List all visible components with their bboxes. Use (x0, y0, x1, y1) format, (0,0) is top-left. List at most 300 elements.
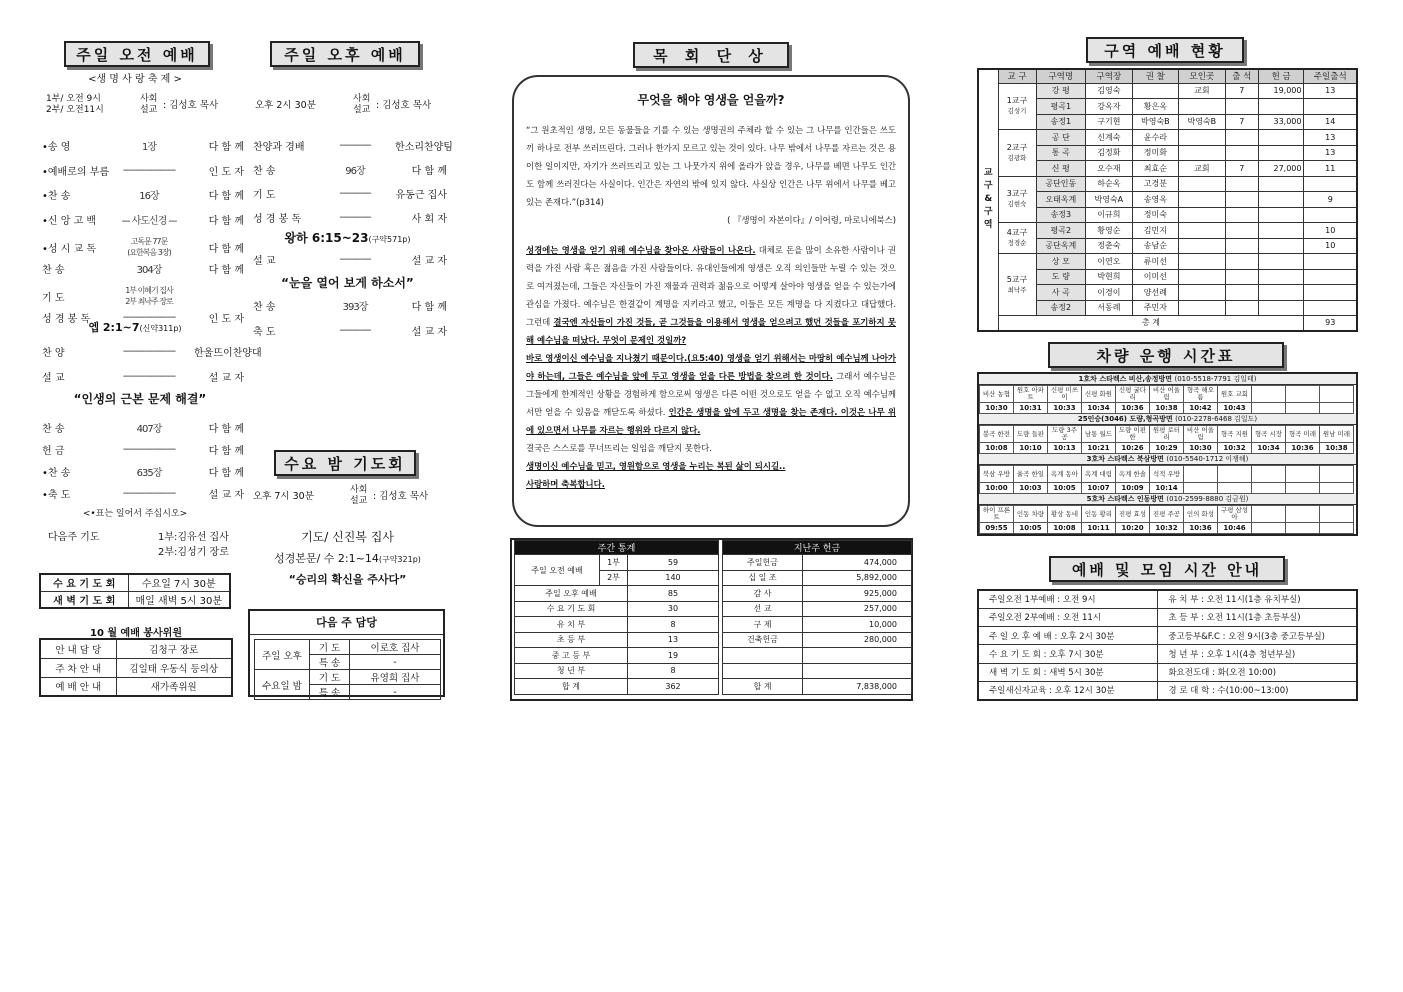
wednesday-lead-name: : 김성호 목사 (373, 491, 429, 502)
district-cell: 류미선 (1132, 254, 1179, 270)
bus-stop: 비산 어울림 (1184, 426, 1218, 443)
offering-label: 십 일 조 (723, 570, 803, 586)
bus-time: 10:30 (1184, 443, 1218, 454)
stats-row (515, 663, 719, 679)
offering-value: 474,000 (803, 555, 912, 571)
bus-time: 10:46 (1218, 523, 1252, 534)
district-total-value: 93 (1304, 316, 1357, 331)
offering-title: 지난주 헌금 (723, 541, 912, 555)
bus-time: 10:05 (1048, 483, 1082, 494)
offering-value: 925,000 (803, 586, 912, 602)
district-cell (1225, 176, 1258, 192)
district-column-header: 모인곳 (1179, 69, 1226, 83)
order-item-detail: -------------------- (122, 488, 176, 499)
pastor-column-header: 목 회 단 상 (633, 42, 789, 68)
wednesday-lead-label-2: 설교 (350, 496, 368, 506)
bus-time (1320, 483, 1354, 494)
bus-route-title: 3호차 스타렉스 북삼방면 (010-5540-1712 이쟁해) (979, 454, 1356, 465)
district-cell: 강옥자 (1086, 99, 1132, 115)
pastor-paragraph-2: 바로 영생이신 예수님을 지나쳤기 때문이다.(요5:40) 영생을 얻기 위해서는 마땅히 예수님께 나아가야 하는데, 그들은 예수님을 앞에 두고 영생을 얻을 다른 방법을 찾으려 한 것이다. 그래서 예수님은 그들에게 한계적인 상황을 경험하게 함으로써 영생은 다른 어떤 것으로도 얻을 수 없고 오직 예수님께서만 얻을 수 있음을 깨닫도록 하셨다. 인간은 생명을 앞에 두고 생명을 찾는 존재다. 이것은 나무 위에 있으면서 나무를 자르는 행위와 다르지 않다. (526, 353, 896, 435)
bus-time (1286, 523, 1320, 534)
district-column-header: 주일출석 (1304, 69, 1357, 83)
standing-note: <•표는 일어서 주십시오> (82, 509, 188, 519)
bus-stop: 신평 굴다리 (1116, 386, 1150, 403)
district-cell: 7 (1225, 114, 1258, 130)
order-item-lead: 설 교 자 (411, 256, 447, 267)
bus-time: 10:34 (1252, 443, 1286, 454)
volunteer-name: 새가족위원 (116, 677, 232, 696)
wednesday-time: 오후 7시 30분 (253, 491, 314, 502)
volunteer-name: 김청구 장로 (116, 639, 232, 658)
order-item-name: 기 도 (42, 292, 65, 304)
offering-row (723, 601, 912, 617)
stats-row (515, 586, 719, 602)
schedule-cell: 수 요 기 도 회 : 오후 7시 30분 (978, 645, 1158, 663)
bus-time: 10:32 (1150, 523, 1184, 534)
district-cell: 서동례 (1086, 300, 1132, 316)
district-cell (1225, 238, 1258, 254)
order-item-lead: 인 도 자 (208, 313, 244, 325)
order-item-lead: 다 함 께 (411, 166, 447, 177)
district-cell: 주민자 (1132, 300, 1179, 316)
district-cell: 박영숙B (1179, 114, 1226, 130)
stats-value: 30 (628, 601, 719, 617)
afternoon-lead-label-1: 사회 (353, 94, 371, 104)
district-cell: 박영숙A (1086, 192, 1132, 208)
order-item-lead: 다 함 께 (208, 446, 244, 457)
district-row (978, 176, 1357, 192)
order-item-name: 축 도 (253, 327, 276, 338)
offering-row (723, 570, 912, 586)
stats-label: 수 요 기 도 회 (515, 601, 628, 617)
bus-time: 10:32 (1218, 443, 1252, 454)
order-item-name: 설 교 (253, 256, 276, 267)
district-cell: 강 평 (1036, 83, 1086, 99)
order-item-lead: 설 교 자 (208, 490, 244, 501)
schedule-row (978, 645, 1357, 663)
district-cell (1258, 285, 1304, 301)
bus-time: 10:03 (1014, 483, 1048, 494)
bus-stop: 옥계 동아 (1048, 466, 1082, 483)
district-cell (1179, 192, 1226, 208)
stats-label: 주일 오전 예배 (515, 555, 600, 586)
order-item (253, 138, 453, 153)
schedule-row (978, 590, 1357, 608)
bus-stop (1286, 386, 1320, 403)
duty-service: 수요일 밤 (255, 670, 310, 700)
offering-value: 257,000 (803, 601, 912, 617)
order-item (42, 236, 244, 258)
prayer-meeting-times (39, 573, 231, 609)
bus-stop (1286, 466, 1320, 483)
order-item (42, 420, 244, 435)
district-cell (1225, 254, 1258, 270)
offering-row (723, 586, 912, 602)
afternoon-scripture: 왕하 6:15~23(구약571p) (284, 231, 411, 245)
stats-value: 19 (628, 648, 719, 664)
morning-time-1: 1부/ 오전 9시 (46, 94, 101, 104)
district-cell (1258, 238, 1304, 254)
stats-label: 중 고 등 부 (515, 648, 628, 664)
bus-stop: 남통 월드 (1082, 426, 1116, 443)
district-cell: 이미선 (1132, 269, 1179, 285)
order-item-detail: -------------------- (122, 346, 176, 357)
stats-label: 초 등 부 (515, 632, 628, 648)
next-prayer-1: 1부:김유선 집사 (158, 532, 229, 543)
bus-time: 10:09 (1116, 483, 1150, 494)
order-item-name: 설 교 (42, 372, 65, 384)
district-group: 1교구 김성기 (998, 83, 1036, 130)
district-cell: 박현희 (1086, 269, 1132, 285)
bus-time: 10:38 (1150, 403, 1184, 414)
order-item (42, 285, 244, 307)
order-item-detail: ------------ (339, 325, 371, 336)
district-cell (1258, 207, 1304, 223)
festival-theme: <생 명 사 랑 축 제 > (88, 74, 182, 85)
pastor-subtitle: 무엇을 해야 영생을 얻을까? (637, 93, 785, 107)
bus-time: 10:36 (1286, 443, 1320, 454)
afternoon-lead-label-2: 설교 (353, 105, 371, 115)
order-item-name: 찬 송 (253, 166, 276, 177)
district-cell (1132, 83, 1179, 99)
schedule-cell: 경 로 대 학 : 수(10:00~13:00) (1158, 681, 1357, 699)
district-row (978, 223, 1357, 239)
offering-row (723, 632, 912, 648)
order-item-lead: 다 함 께 (208, 468, 244, 479)
pastor-quote-source: ( 『생명이 자본이다』/ 이어령, 마로니에북스) (727, 215, 896, 225)
volunteer-role: 예 배 안 내 (40, 677, 116, 696)
district-cell: 송정3 (1036, 207, 1086, 223)
bus-time (1252, 403, 1286, 414)
order-item-name: 성 경 봉 독 (253, 214, 302, 225)
bus-time: 10:31 (1014, 403, 1048, 414)
volunteers-table (39, 638, 233, 697)
district-cell: 7 (1225, 83, 1258, 99)
bus-route-title: 25인승(3046) 도량,형곡방면 (010-2278-6468 김일도) (979, 414, 1356, 425)
district-column-header: 헌 금 (1258, 69, 1304, 83)
district-cell: 이경이 (1086, 285, 1132, 301)
order-item-name: 찬양과 경배 (253, 142, 305, 153)
wednesday-sermon-title: “승리의 확신을 주사다” (288, 573, 407, 586)
bus-time (1320, 523, 1354, 534)
order-item (253, 252, 447, 267)
order-item-lead: 한울뜨이찬양대 (194, 348, 262, 359)
next-prayer-label: 다음주 기도 (48, 532, 100, 543)
next-prayer-2: 2부:김성기 장로 (158, 547, 229, 558)
stats-value: 8 (628, 663, 719, 679)
bus-stop: 황상 동네 (1048, 506, 1082, 523)
district-cell: 송남순 (1132, 238, 1179, 254)
district-cell (1258, 145, 1304, 161)
district-group: 3교구 김현숙 (998, 176, 1036, 223)
district-cell: 27,000 (1258, 161, 1304, 177)
district-cell (1258, 99, 1304, 115)
district-cell (1225, 269, 1258, 285)
bus-time: 10:26 (1116, 443, 1150, 454)
district-cell: 윤수라 (1132, 130, 1179, 146)
district-cell: 정미화 (1132, 145, 1179, 161)
order-item-detail: 96장 (345, 166, 365, 177)
bus-time (1252, 483, 1286, 494)
district-cell: 이연오 (1086, 254, 1132, 270)
bus-time: 10:00 (980, 483, 1014, 494)
bus-stop: 원남 미래 (1320, 426, 1354, 443)
duty-service: 주일 오후 (255, 640, 310, 670)
bus-stop: 북삼 우방 (980, 466, 1014, 483)
order-item-name: •찬 송 (42, 191, 71, 202)
weekly-stats-table (514, 540, 719, 695)
schedule-row (978, 627, 1357, 645)
order-item-lead: 인 도 자 (208, 166, 244, 178)
district-cell (1225, 207, 1258, 223)
stats-row (515, 555, 719, 571)
order-item-detail: -------------------- (122, 370, 176, 382)
bus-stop: 석적 우방 (1150, 466, 1184, 483)
district-row (978, 254, 1357, 270)
order-item-name: •송 영 (42, 142, 71, 153)
wednesday-scripture: 성경본문/ 수 2:1~14(구약321p) (274, 552, 421, 565)
bus-time: 10:29 (1150, 443, 1184, 454)
bus-stop: 도량 들판 (1014, 426, 1048, 443)
district-cell: 박영숙B (1132, 114, 1179, 130)
bus-stop: 진평 효성 (1116, 506, 1150, 523)
stats-value: 140 (628, 570, 719, 586)
order-item (42, 369, 244, 384)
district-cell: 7 (1225, 161, 1258, 177)
district-cell: 김정화 (1086, 145, 1132, 161)
order-item (42, 138, 244, 153)
district-cell: 10 (1304, 238, 1357, 254)
district-cell: 33,000 (1258, 114, 1304, 130)
prayer-time-value: 수요일 7시 30분 (128, 574, 230, 591)
district-cell: 하순옥 (1086, 176, 1132, 192)
bus-time: 10:30 (980, 403, 1014, 414)
district-side-label: 교구 & 구역 (978, 69, 998, 331)
order-item-lead: 유동근 집사 (395, 190, 447, 201)
district-cell (1179, 269, 1226, 285)
district-header: 구역 예배 현황 (1086, 37, 1244, 63)
district-cell: 13 (1304, 145, 1357, 161)
bus-stop: 원호 아파트 (1014, 386, 1048, 403)
district-cell (1258, 269, 1304, 285)
offering-row (723, 555, 912, 571)
order-item (253, 186, 447, 201)
order-item-detail: ------------ (339, 188, 371, 199)
morning-lead-label-2: 설교 (140, 105, 158, 115)
pastor-paragraph-5: 사랑하며 축복합니다. (526, 479, 605, 489)
duty-role: 기 도 (310, 640, 350, 655)
prayer-time-value: 매일 새벽 5시 30분 (128, 591, 230, 608)
order-item (253, 162, 447, 177)
bus-stop: 원평 로터리 (1150, 426, 1184, 443)
bus-stop: 진평 주공 (1150, 506, 1184, 523)
bus-stop: 형곡 미래 (1286, 426, 1320, 443)
district-row (978, 83, 1357, 99)
order-item-name: 찬 송 (253, 302, 276, 313)
district-group: 2교구 김광화 (998, 130, 1036, 177)
next-duty-table (254, 639, 441, 700)
next-duty-box (248, 609, 445, 697)
order-item-detail: 1부 이혜기 집사 2부 최낙주 장로 (125, 286, 173, 306)
order-item-lead: 사 회 자 (411, 214, 447, 225)
offering-value: 5,892,000 (803, 570, 912, 586)
district-column-header: 출 석 (1225, 69, 1258, 83)
order-item-lead: 한소리찬양팀 (395, 142, 453, 153)
bus-stop: 형곡 해오름 (1184, 386, 1218, 403)
order-item-detail: 304장 (136, 264, 162, 276)
order-item-detail: 16장 (139, 191, 159, 202)
bus-time (1320, 403, 1354, 414)
district-cell (1258, 254, 1304, 270)
order-item (42, 344, 262, 359)
bus-stop (1218, 466, 1252, 483)
bus-stop: 비산 어울림 (1150, 386, 1184, 403)
district-cell (1304, 269, 1357, 285)
district-cell (1179, 176, 1226, 192)
schedule-cell: 중고등부&F.C : 오전 9시(3층 중고등부실) (1158, 627, 1357, 645)
offering-value: 7,838,000 (803, 679, 912, 695)
bus-time (1184, 483, 1218, 494)
stats-row (515, 617, 719, 633)
duty-role: 특 송 (310, 685, 350, 700)
bus-time: 10:08 (980, 443, 1014, 454)
district-cell: 도 량 (1036, 269, 1086, 285)
district-cell (1304, 300, 1357, 316)
offering-value: 280,000 (803, 632, 912, 648)
stats-value: 59 (628, 555, 719, 571)
bus-stop (1252, 386, 1286, 403)
district-cell: 19,000 (1258, 83, 1304, 99)
wednesday-lead-label-1: 사회 (350, 485, 368, 495)
district-cell: 공 단 (1036, 130, 1086, 146)
schedule-cell: 주 일 오 후 예 배 : 오후 2시 30분 (978, 627, 1158, 645)
district-row (978, 130, 1357, 146)
district-cell: 최효순 (1132, 161, 1179, 177)
pastor-paragraph-3: 결국은 스스로를 무너뜨리는 일임을 깨닫지 못한다. (526, 443, 712, 453)
bus-stop: 옥계 대림 (1082, 466, 1116, 483)
order-item-name: •축 도 (42, 490, 71, 501)
district-cell (1304, 285, 1357, 301)
bus-route-title: 1호차 스타렉스 비산,송정방면 (010-5518-7791 김일태) (979, 374, 1356, 385)
bus-stop: 인의 화성 (1184, 506, 1218, 523)
district-cell: 정미숙 (1132, 207, 1179, 223)
bus-time: 10:07 (1082, 483, 1116, 494)
stats-row (515, 648, 719, 664)
order-item-detail: 1장 (141, 142, 157, 153)
bus-stop (1252, 506, 1286, 523)
order-item-detail: ------------ (339, 254, 371, 265)
stats-label: 합 계 (515, 679, 628, 695)
order-item (253, 323, 447, 338)
district-cell: 13 (1304, 83, 1357, 99)
bus-stop: 인동 차량 (1014, 506, 1048, 523)
bus-stop: 봉곡 한전 (980, 426, 1014, 443)
bus-stop: 도량 이편한 (1116, 426, 1150, 443)
order-item-name: 찬 송 (42, 424, 65, 435)
bus-stop (1286, 506, 1320, 523)
offering-table (722, 540, 912, 695)
order-item-name: •찬 송 (42, 468, 71, 479)
district-cell (1225, 145, 1258, 161)
prayer-time-key: 새 벽 기 도 회 (40, 591, 128, 608)
stats-sub: 1부 (600, 555, 628, 571)
order-item-detail: 635장 (136, 468, 162, 479)
offering-label: 선 교 (723, 601, 803, 617)
afternoon-time: 오후 2시 30분 (255, 100, 316, 111)
district-cell (1179, 207, 1226, 223)
district-cell: 평곡1 (1036, 99, 1086, 115)
schedule-cell: 청 년 부 : 오후 1시(4층 청년부실) (1158, 645, 1357, 663)
bus-stop: 비산 농협 (980, 386, 1014, 403)
district-cell: 송정2 (1036, 300, 1086, 316)
district-cell: 상 모 (1036, 254, 1086, 270)
district-cell: 김민지 (1132, 223, 1179, 239)
bus-time: 10:05 (1014, 523, 1048, 534)
bus-time (1286, 483, 1320, 494)
bus-time: 10:14 (1150, 483, 1184, 494)
stats-value: 362 (628, 679, 719, 695)
district-cell (1304, 176, 1357, 192)
district-cell: 오태옥계 (1036, 192, 1086, 208)
offering-label: 감 사 (723, 586, 803, 602)
bus-schedule (977, 372, 1358, 536)
district-cell: 고경분 (1132, 176, 1179, 192)
pastor-paragraph-4: 생명이신 예수님을 믿고, 영원함으로 영생을 누리는 복된 삶이 되시길.. (526, 461, 786, 471)
offering-value (803, 648, 912, 664)
order-item-lead: 설 교 자 (208, 372, 244, 384)
district-cell: 이규희 (1086, 207, 1132, 223)
district-column-header: 권 찰 (1132, 69, 1179, 83)
order-item-name: 찬 송 (42, 264, 65, 276)
bus-route-table (979, 385, 1354, 414)
bus-stop: 옥계 한솔 (1116, 466, 1150, 483)
schedule-cell: 주일오전 2부예배 : 오전 11시 (978, 608, 1158, 626)
stats-value: 13 (628, 632, 719, 648)
stats-value: 8 (628, 617, 719, 633)
bus-route-table (979, 505, 1354, 534)
bus-stop (1252, 466, 1286, 483)
order-item-detail: -------------------- (122, 311, 176, 323)
order-item (42, 261, 244, 276)
schedule-row (978, 663, 1357, 681)
order-item (253, 210, 447, 225)
offering-row (723, 617, 912, 633)
order-item-lead: 다 함 께 (208, 424, 244, 435)
district-cell (1258, 130, 1304, 146)
afternoon-sermon-title: “눈을 열어 보게 하소서” (281, 276, 414, 290)
district-group: 4교구 정경순 (998, 223, 1036, 254)
district-cell (1179, 285, 1226, 301)
order-item-detail: -------------------- (122, 164, 176, 176)
district-cell (1179, 254, 1226, 270)
bus-stop: 신평 미쓰이 (1048, 386, 1082, 403)
district-cell (1179, 300, 1226, 316)
order-item-detail: --- 사도신경 --- (121, 215, 177, 227)
order-item-lead: 다 함 께 (411, 302, 447, 313)
district-cell (1225, 300, 1258, 316)
bus-time: 09:55 (980, 523, 1014, 534)
order-item-name: •예배로의 부름 (42, 166, 110, 178)
schedule-cell: 새 벽 기 도 회 : 새벽 5시 30분 (978, 663, 1158, 681)
order-item (253, 298, 447, 313)
duty-person: - (350, 655, 441, 670)
offering-label (723, 648, 803, 664)
bus-stop: 형곡 시장 (1252, 426, 1286, 443)
weekly-stats-title: 주간 통계 (515, 541, 719, 555)
bus-time: 10:38 (1320, 443, 1354, 454)
volunteer-role: 주 차 안 내 (40, 658, 116, 677)
district-cell: 김영숙 (1086, 83, 1132, 99)
